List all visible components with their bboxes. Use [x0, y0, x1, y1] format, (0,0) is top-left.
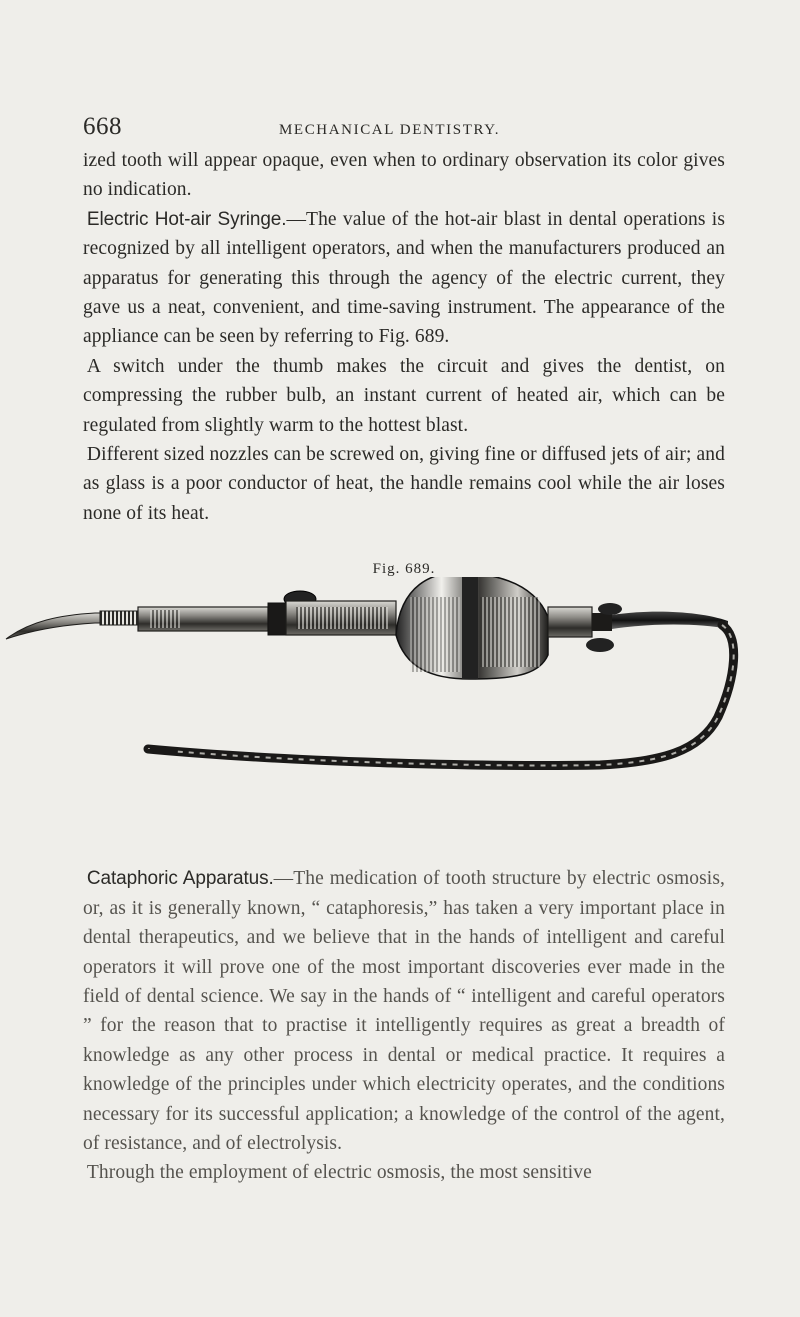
hot-air-syringe-illustration	[0, 577, 800, 812]
running-title: MECHANICAL DENTISTRY.	[279, 122, 501, 138]
paragraph-hot-air-syringe	[83, 205, 725, 352]
book-page	[83, 112, 725, 1188]
figure-caption: Fig. 689.	[372, 561, 436, 578]
figure-689	[83, 561, 725, 852]
paragraph-continuation: ized tooth will appear opaque, even when to ordinary observation its color gives no indication.	[83, 150, 725, 201]
paragraph-nozzles: Different sized nozzles can be screwed on, giving fine or diffused jets of air; and as glass is a poor conductor of heat, the handle remains cool while the air loses none of its heat.	[83, 444, 725, 524]
running-head	[83, 112, 725, 146]
paragraph-body: —The medication of tooth structure by electric osmosis, or, as it is generally known, “ cataphoresis,” has taken a very important place in dental therapeutics, and we believe that in the hands of intelligent and careful operators it will prove one of the most important discoveries ever made in the field of dental science. We say in the hands of “ intelligent and careful operators ” for the reason that to practise it intelligently requires as great a breadth of knowledge as any other process in dental or medical practice. It requires a knowledge of the principles under which electricity operates, and the conditions necessary for its successful application; a knowledge of the control of the agent, of resistance, and of electrolysis.	[83, 868, 725, 1154]
section-heading-hot-air-syringe: Electric Hot-air Syringe.	[86, 208, 287, 230]
paragraph-body: —The value of the hot-air blast in dental operations is recognized by all intelligent operators, and when the manufacturers produced an apparatus for generating this through the agency of the electric current, they gave us a neat, convenient, and time-saving instrument. The appearance of the appliance can be seen by referring to Fig. 689.	[83, 208, 726, 348]
paragraph-osmosis: Through the employment of electric osmosis, the most sensitive	[86, 1162, 592, 1184]
upper-text	[83, 146, 725, 528]
section-heading-cataphoric-apparatus: Cataphoric Apparatus.	[86, 868, 274, 890]
lower-text	[83, 864, 725, 1187]
paragraph-cataphoric	[83, 864, 725, 1158]
paragraph-switch: A switch under the thumb makes the circuit and gives the dentist, on compressing the rubber bulb, an instant current of heated air, which can be regulated from slightly warm to the hottest blast.	[83, 355, 725, 436]
page-number: 668	[83, 113, 122, 140]
